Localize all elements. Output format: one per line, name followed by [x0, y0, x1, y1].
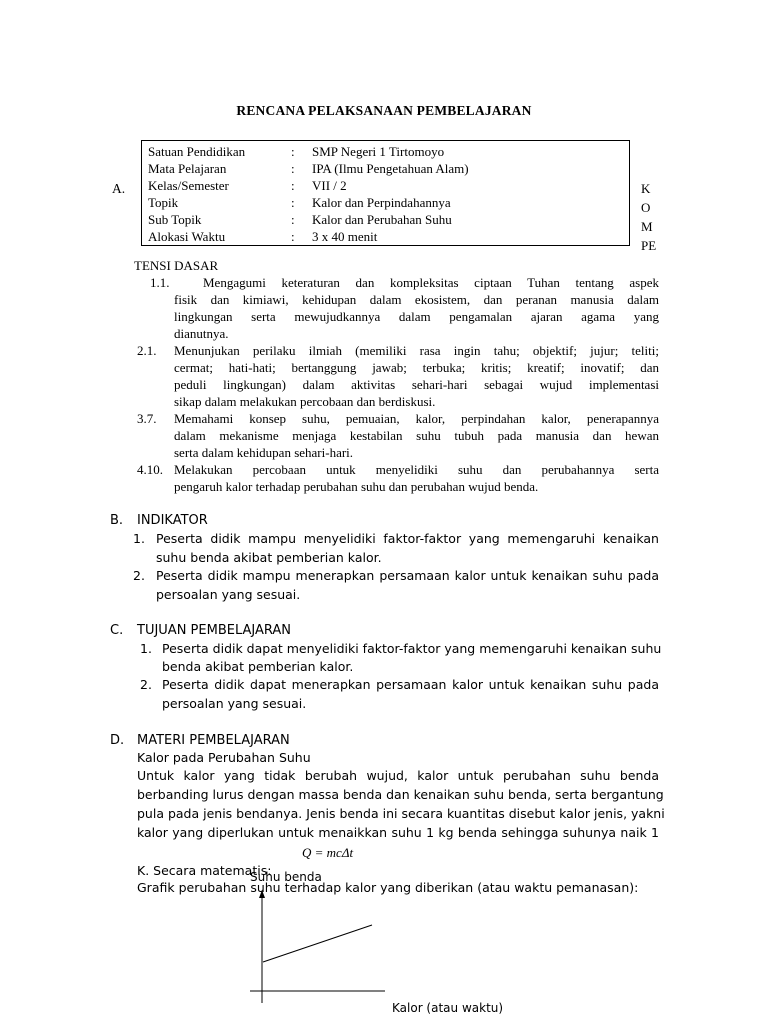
tujuan-number: 2. — [140, 677, 152, 692]
kd-number: 4.10. — [137, 462, 163, 477]
indikator-line: Peserta didik mampu menerapkan persamaan kalor untuk kenaikan suhu pada — [156, 568, 659, 583]
identity-colon: : — [291, 212, 295, 227]
identity-value: IPA (Ilmu Pengetahuan Alam) — [312, 161, 469, 176]
indikator-number: 2. — [133, 568, 145, 583]
graph-x-label: Kalor (atau waktu) — [392, 1001, 504, 1015]
materi-subheading: Kalor pada Perubahan Suhu — [137, 750, 311, 765]
kompe-letter: K — [641, 181, 651, 196]
kd-line: lingkungan serta mewujudkannya dalam pengamalan ajaran agama yang — [174, 309, 659, 324]
kompe-letter: M — [641, 219, 653, 234]
identity-value: Kalor dan Perpindahannya — [312, 195, 451, 210]
identity-label: Satuan Pendidikan — [148, 144, 246, 159]
graph-intro: Grafik perubahan suhu terhadap kalor yang diberikan (atau waktu pemanasan): — [137, 880, 639, 895]
identity-value: 3 x 40 menit — [312, 229, 378, 244]
kd-line: Menunjukan perilaku ilmiah (memiliki rasa ingin tahu; objektif; jujur; teliti; — [174, 343, 659, 358]
kd-line: fisik dan kimiawi, kehidupan dalam ekosistem, dan peranan manusia dalam — [174, 292, 659, 307]
section-b-letter: B. — [110, 513, 124, 528]
identity-colon: : — [291, 195, 295, 210]
identity-label: Alokasi Waktu — [148, 229, 226, 244]
tujuan-line: persoalan yang sesuai. — [162, 696, 307, 711]
kompetensi-heading: TENSI DASAR — [134, 258, 219, 273]
section-d-letter: D. — [110, 733, 125, 748]
kd-number: 1.1. — [150, 275, 170, 290]
graph-temperature-line — [263, 925, 372, 962]
graph-y-label: Suhu benda — [250, 870, 322, 884]
indikator-heading: INDIKATOR — [137, 513, 208, 528]
kd-line: dianutnya. — [174, 326, 229, 341]
kd-line: cermat; hati-hati; bertanggung jawab; terbuka; kritis; kreatif; inovatif; dan — [174, 360, 659, 375]
kd-number: 2.1. — [137, 343, 157, 358]
heat-formula: Q = mcΔt — [302, 845, 354, 860]
kd-line: pengaruh kalor terhadap perubahan suhu dan perubahan wujud benda. — [174, 479, 539, 494]
tujuan-heading: TUJUAN PEMBELAJARAN — [137, 623, 292, 638]
tujuan-line: Peserta didik dapat menyelidiki faktor-faktor yang memengaruhi kenaikan suhu — [162, 641, 662, 656]
identity-value: VII / 2 — [312, 178, 347, 193]
indikator-line: Peserta didik mampu menyelidiki faktor-faktor yang memengaruhi kenaikan — [156, 531, 659, 546]
identity-label: Mata Pelajaran — [148, 161, 227, 176]
kd-line: dalam mekanisme menjaga kestabilan suhu tubuh pada manusia dan hewan — [174, 428, 659, 443]
identity-label: Sub Topik — [148, 212, 202, 227]
materi-paragraph-line: berbanding lurus dengan massa benda dan kenaikan suhu benda, serta bergantung — [137, 787, 664, 802]
kd-number: 3.7. — [137, 411, 157, 426]
kd-line: Mengagumi keteraturan dan kompleksitas ciptaan Tuhan tentang aspek — [203, 275, 659, 290]
kd-line: Memahami konsep suhu, pemuaian, kalor, perpindahan kalor, penerapannya — [174, 411, 659, 426]
kd-line: sikap dalam melakukan percobaan dan berdiskusi. — [174, 394, 436, 409]
indikator-line: suhu benda akibat pemberian kalor. — [156, 550, 382, 565]
section-c-letter: C. — [110, 623, 124, 638]
identity-value: SMP Negeri 1 Tirtomoyo — [312, 144, 445, 159]
identity-colon: : — [291, 178, 295, 193]
tujuan-number: 1. — [140, 641, 152, 656]
identity-colon: : — [291, 161, 295, 176]
indikator-line: persoalan yang sesuai. — [156, 587, 301, 602]
indikator-number: 1. — [133, 531, 145, 546]
kd-line: Melakukan percobaan untuk menyelidiki suhu dan perubahannya serta — [174, 462, 659, 477]
kompe-letter: O — [641, 200, 651, 215]
identity-label: Kelas/Semester — [148, 178, 229, 193]
materi-heading: MATERI PEMBELAJARAN — [137, 733, 290, 748]
materi-paragraph-line: pula pada jenis bendanya. Jenis benda ini secara kuantitas disebut kalor jenis, yakni — [137, 806, 665, 821]
tujuan-line: benda akibat pemberian kalor. — [162, 659, 354, 674]
materi-continuation: K. Secara matematis: — [137, 863, 272, 878]
kd-line: peduli lingkungan) dalam aktivitas sehari-hari sebagai wujud implementasi — [174, 377, 659, 392]
identity-colon: : — [291, 229, 295, 244]
identity-label: Topik — [148, 195, 179, 210]
section-a-letter: A. — [112, 181, 126, 196]
kd-line: serta dalam kehidupan sehari-hari. — [174, 445, 354, 460]
document-title: RENCANA PELAKSANAAN PEMBELAJARAN — [236, 103, 532, 118]
materi-paragraph-line: kalor yang diperlukan untuk menaikkan suhu 1 kg benda sehingga suhunya naik 1 — [137, 825, 659, 840]
materi-paragraph-line: Untuk kalor yang tidak berubah wujud, kalor untuk perubahan suhu benda — [137, 768, 659, 783]
kompe-letter: PE — [641, 238, 657, 253]
tujuan-line: Peserta didik dapat menerapkan persamaan kalor untuk kenaikan suhu pada — [162, 677, 659, 692]
identity-value: Kalor dan Perubahan Suhu — [312, 212, 452, 227]
identity-colon: : — [291, 144, 295, 159]
